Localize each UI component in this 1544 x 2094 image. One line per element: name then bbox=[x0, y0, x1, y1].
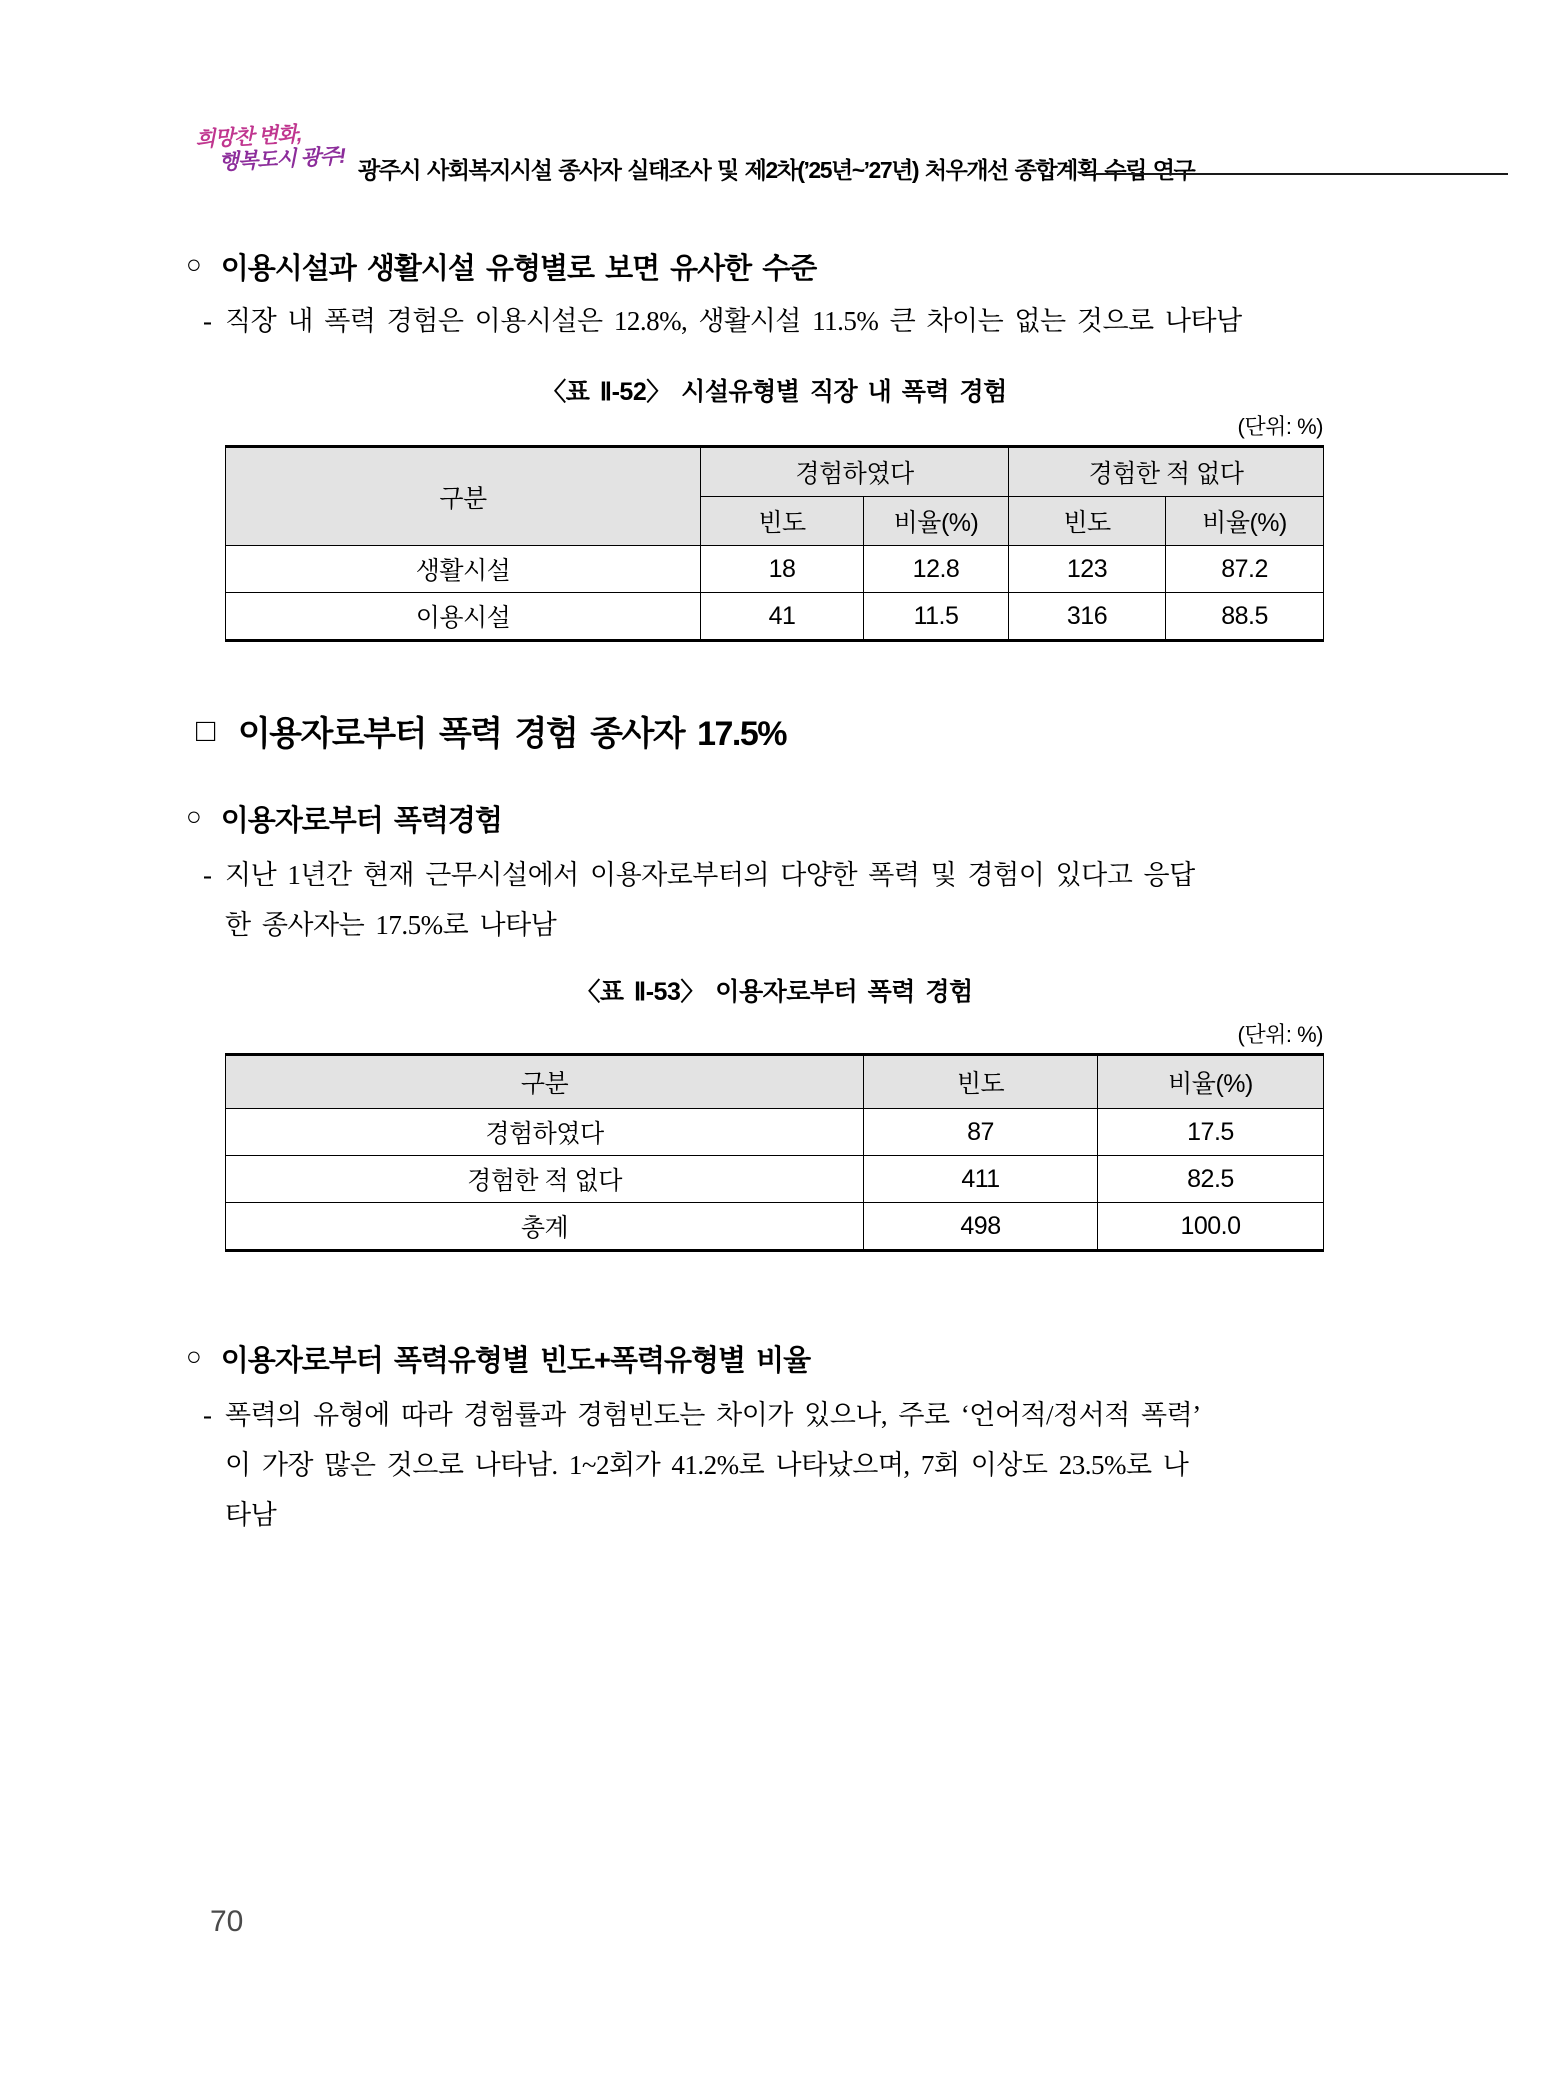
bullet-text: 이용시설과 생활시설 유형별로 보면 유사한 수준 bbox=[220, 253, 817, 285]
cell-value: 12.8 bbox=[864, 546, 1009, 593]
cell-value: 17.5 bbox=[1098, 1109, 1324, 1156]
row-label: 경험한 적 없다 bbox=[226, 1156, 864, 1203]
cell-value: 41 bbox=[701, 593, 864, 641]
row-label: 이용시설 bbox=[226, 593, 701, 641]
circle-bullet-icon: ○ bbox=[186, 1341, 201, 1371]
section-heading-text: 이용자로부터 폭력 경험 종사자 17.5% bbox=[237, 715, 786, 753]
dash-bullet-icon: - bbox=[203, 1400, 212, 1430]
sub-bullet-line: 지난 1년간 현재 근무시설에서 이용자로부터의 다양한 폭력 및 경험이 있다고 응답 bbox=[225, 860, 1195, 890]
cell-value: 316 bbox=[1009, 593, 1166, 641]
table-53-header-freq: 빈도 bbox=[864, 1055, 1098, 1109]
cell-value: 123 bbox=[1009, 546, 1166, 593]
table-52-subheader-pct-1: 비율(%) bbox=[864, 497, 1009, 546]
table-row bbox=[226, 1156, 1324, 1203]
logo-line-1: 희망찬 변화, bbox=[194, 122, 303, 152]
table-row bbox=[226, 546, 1324, 593]
sub-bullet-lines bbox=[225, 850, 1345, 950]
page-number: 70 bbox=[210, 1905, 244, 1938]
row-label: 생활시설 bbox=[226, 546, 701, 593]
sub-bullet-facility-type bbox=[203, 296, 1345, 346]
table-52-caption: 〈표 Ⅱ-52〉 시설유형별 직장 내 폭력 경험 bbox=[541, 378, 1007, 406]
table-52-header-not-experienced: 경험한 적 없다 bbox=[1009, 447, 1324, 497]
table-row bbox=[226, 1109, 1324, 1156]
table-52-subheader-pct-2: 비율(%) bbox=[1166, 497, 1324, 546]
cell-value: 18 bbox=[701, 546, 864, 593]
table-53-caption: 〈표 Ⅱ-53〉 이용자로부터 폭력 경험 bbox=[575, 978, 973, 1006]
table-53-header-pct: 비율(%) bbox=[1098, 1055, 1324, 1109]
bullet-facility-type bbox=[186, 246, 816, 287]
table-row bbox=[226, 593, 1324, 641]
table-53-unit-label: (단위: %) bbox=[1237, 1022, 1323, 1047]
circle-bullet-icon: ○ bbox=[186, 249, 201, 279]
cell-value: 87.2 bbox=[1166, 546, 1324, 593]
city-slogan-logo bbox=[195, 120, 367, 177]
sub-bullet-line: 직장 내 폭력 경험은 이용시설은 12.8%, 생활시설 11.5% 큰 차이는 없는 것으로 나타남 bbox=[225, 306, 1242, 336]
table-52-subheader-freq-1: 빈도 bbox=[701, 497, 864, 546]
circle-bullet-icon: ○ bbox=[186, 801, 201, 831]
cell-value: 411 bbox=[864, 1156, 1098, 1203]
table-52-facility-violence bbox=[225, 445, 1324, 642]
sub-bullet-user-violence bbox=[203, 850, 1345, 950]
row-label: 경험하였다 bbox=[226, 1109, 864, 1156]
table-52-header-gubun: 구분 bbox=[226, 447, 701, 546]
cell-value: 100.0 bbox=[1098, 1203, 1324, 1251]
bullet-text: 이용자로부터 폭력경험 bbox=[220, 805, 502, 837]
cell-value: 88.5 bbox=[1166, 593, 1324, 641]
table-53-header-gubun: 구분 bbox=[226, 1055, 864, 1109]
dash-bullet-icon: - bbox=[203, 860, 212, 890]
section-heading-user-violence bbox=[196, 706, 786, 755]
sub-bullet-lines bbox=[225, 296, 1345, 346]
sub-bullet-violence-type bbox=[203, 1390, 1345, 1540]
bullet-user-violence-experience bbox=[186, 798, 502, 839]
table-53-user-violence bbox=[225, 1053, 1324, 1252]
square-bullet-icon: □ bbox=[196, 712, 214, 748]
sub-bullet-lines bbox=[225, 1390, 1345, 1540]
logo-line-2: 행복도시 광주! bbox=[218, 144, 346, 175]
sub-bullet-line: 한 종사자는 17.5%로 나타남 bbox=[225, 910, 557, 940]
cell-value: 11.5 bbox=[864, 593, 1009, 641]
table-52-unit-label: (단위: %) bbox=[1237, 414, 1323, 439]
cell-value: 498 bbox=[864, 1203, 1098, 1251]
cell-value: 82.5 bbox=[1098, 1156, 1324, 1203]
sub-bullet-line: 타남 bbox=[225, 1500, 277, 1530]
row-label: 총계 bbox=[226, 1203, 864, 1251]
header-rule bbox=[1096, 173, 1508, 175]
table-52-subheader-freq-2: 빈도 bbox=[1009, 497, 1166, 546]
bullet-violence-type bbox=[186, 1338, 810, 1379]
bullet-text: 이용자로부터 폭력유형별 빈도+폭력유형별 비율 bbox=[220, 1345, 811, 1377]
table-row bbox=[226, 1203, 1324, 1251]
table-52-header-experienced: 경험하였다 bbox=[701, 447, 1009, 497]
sub-bullet-line: 이 가장 많은 것으로 나타남. 1~2회가 41.2%로 나타났으며, 7회 이상도 23.5%로 나 bbox=[225, 1450, 1189, 1480]
sub-bullet-line: 폭력의 유형에 따라 경험률과 경험빈도는 차이가 있으나, 주로 ‘언어적/정서적 폭력’ bbox=[225, 1400, 1201, 1430]
cell-value: 87 bbox=[864, 1109, 1098, 1156]
dash-bullet-icon: - bbox=[203, 306, 212, 336]
report-header-title: 광주시 사회복지시설 종사자 실태조사 및 제2차(’25년~’27년) 처우개선 종합계획 수립 연구 bbox=[358, 157, 1195, 183]
